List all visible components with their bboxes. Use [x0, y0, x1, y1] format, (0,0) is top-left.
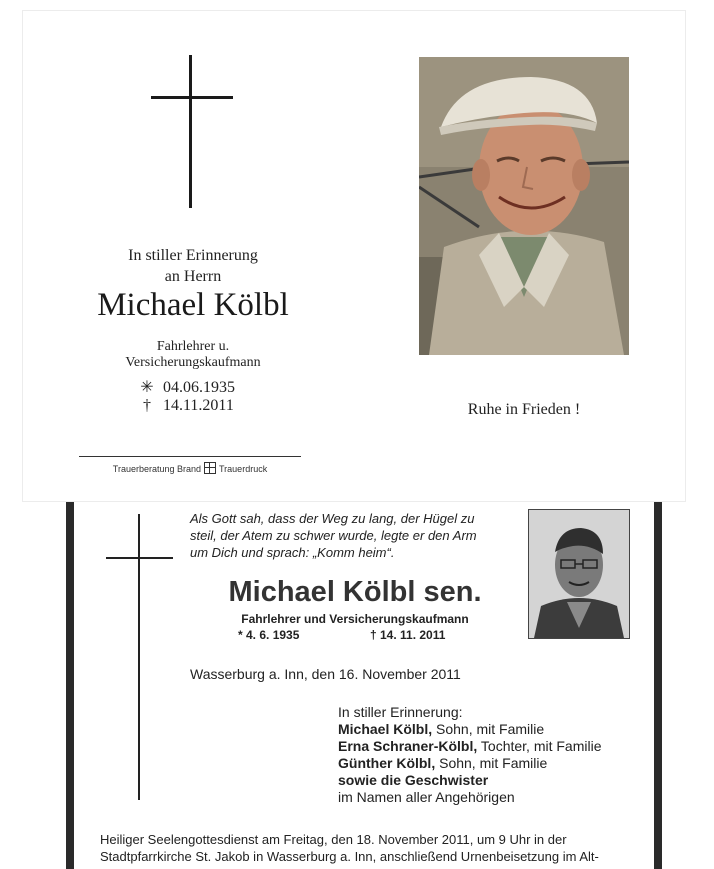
- occupation-line-1: Fahrlehrer u.: [156, 339, 230, 354]
- obituary-notice: [66, 502, 662, 869]
- death-dagger-icon: †: [143, 397, 151, 414]
- printer-credit-left: Trauerberatung Brand: [112, 464, 202, 474]
- list-item: [338, 755, 602, 772]
- cross-icon-bar: [106, 557, 173, 559]
- cross-icon-bar: [151, 96, 233, 99]
- service-line-1: Heiliger Seelengottesdienst am Freitag, den 18. November 2011, um 9 Uhr in der: [100, 832, 567, 847]
- memory-line-1: In stiller Erinnerung: [128, 247, 258, 264]
- mourners-list: [338, 704, 602, 806]
- rest-in-peace: Ruhe in Frieden !: [467, 401, 581, 418]
- mourner-name: Günther Kölbl,: [338, 755, 436, 771]
- death-date: 14.11.2011: [163, 397, 234, 414]
- quote-line-2: steil, der Atem zu schwer wurde, legte er den Arm: [190, 528, 477, 543]
- quote-line-1: Als Gott sah, dass der Weg zu lang, der Hügel zu: [190, 511, 475, 526]
- mourner-name: Erna Schraner-Kölbl,: [338, 738, 478, 754]
- birth-date: 04.06.1935: [163, 379, 235, 396]
- footer-divider: [79, 456, 301, 457]
- list-item: [338, 738, 602, 755]
- funeral-service-info: [100, 831, 636, 865]
- memory-heading: In stiller Erinnerung:: [338, 704, 463, 720]
- siblings-line: sowie die Geschwister: [338, 772, 489, 788]
- mourner-relation: Tochter, mit Familie: [477, 738, 602, 754]
- death-date: † 14. 11. 2011: [370, 628, 446, 642]
- deceased-name: Michael Kölbl sen.: [228, 576, 482, 608]
- birth-date-row: [135, 377, 235, 397]
- mourner-name: Michael Kölbl,: [338, 721, 433, 737]
- death-date-row: [135, 397, 234, 415]
- border-right: [654, 502, 662, 869]
- printer-credit: [79, 462, 301, 474]
- portrait-photo-bw: [528, 509, 630, 639]
- memorial-card: [22, 10, 686, 502]
- place-and-date: Wasserburg a. Inn, den 16. November 2011: [190, 666, 461, 682]
- printer-logo-icon: [204, 462, 216, 474]
- border-left: [66, 502, 74, 869]
- memory-line-2: an Herrn: [164, 268, 222, 285]
- service-line-2: Stadtpfarrkirche St. Jakob in Wasserburg a. Inn, anschließend Urnenbeisetzung im Alt-: [100, 849, 599, 864]
- cross-icon: [189, 55, 192, 208]
- occupation-line-2: Versicherungskaufmann: [125, 355, 261, 370]
- quote-line-3: um Dich und sprach: „Komm heim“.: [190, 545, 395, 560]
- list-item: [338, 721, 602, 738]
- mourner-relation: Sohn, mit Familie: [432, 721, 545, 737]
- quote: [190, 510, 520, 561]
- deceased-name: Michael Kölbl: [97, 287, 289, 323]
- relatives-line: im Namen aller Angehörigen: [338, 789, 515, 805]
- birth-star-icon: ✳: [140, 379, 154, 396]
- mourner-relation: Sohn, mit Familie: [435, 755, 548, 771]
- birth-date: * 4. 6. 1935: [238, 628, 300, 642]
- portrait-photo: [419, 57, 629, 355]
- printer-credit-right: Trauerdruck: [219, 464, 268, 474]
- occupation: Fahrlehrer und Versicherungskaufmann: [241, 612, 469, 626]
